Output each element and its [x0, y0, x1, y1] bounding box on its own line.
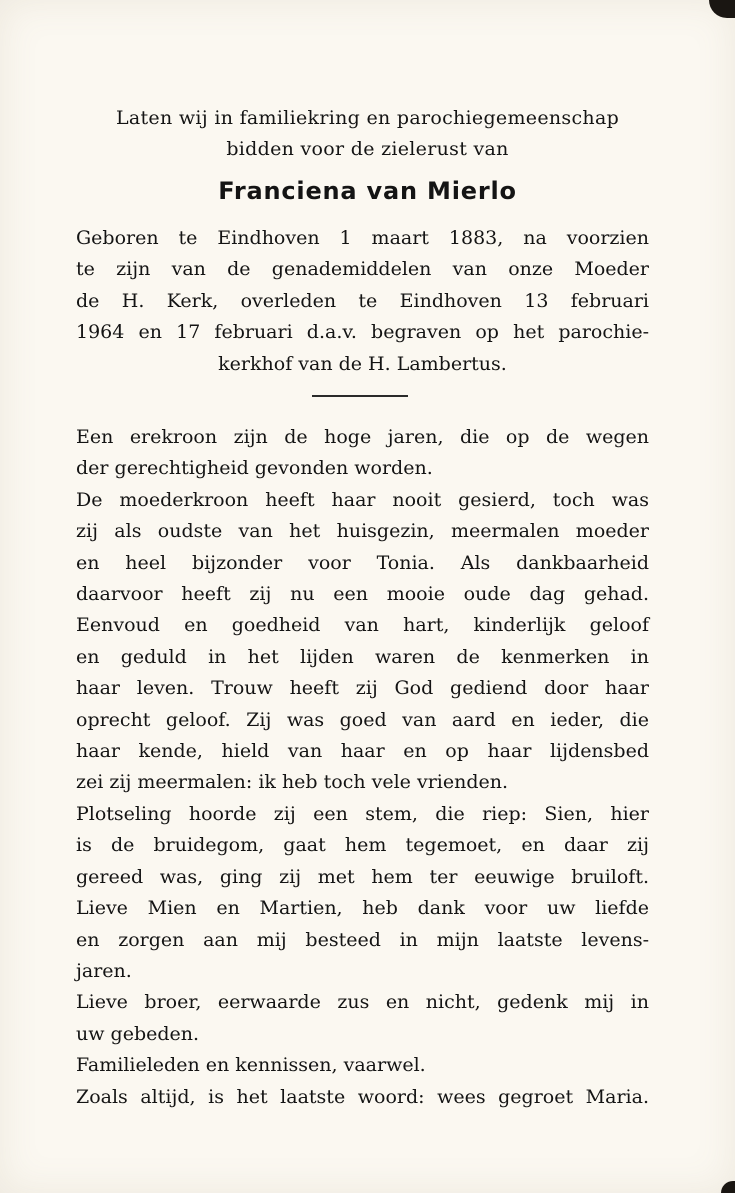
- body-line: daarvoor heeft zij nu een mooie oude dag gehad.: [76, 583, 649, 606]
- intro-line: bidden voor de zielerust van: [226, 138, 509, 160]
- bio-line: Geboren te Eindhoven 1 maart 1883, na voorzien: [76, 227, 649, 249]
- body-line: Plotseling hoorde zij een stem, die riep: Sien, hier: [76, 802, 649, 825]
- body-line: zij als oudste van het huisgezin, meermalen moeder: [76, 520, 649, 543]
- body-line: Lieve Mien en Martien, heb dank voor uw liefde: [76, 897, 649, 920]
- body-line: De moederkroon heeft haar nooit gesierd, toch was: [76, 488, 649, 511]
- body-line: oprecht geloof. Zij was goed van aard en ieder, die: [76, 708, 649, 731]
- body-line: Familieleden en kennissen, vaarwel.: [76, 1054, 426, 1077]
- body-line: Een erekroon zijn de hoge jaren, die op de wegen: [76, 426, 649, 448]
- body-line: uw gebeden.: [76, 1022, 200, 1045]
- body-line: zei zij meermalen: ik heb toch vele vrienden.: [76, 771, 509, 794]
- bio-line: te zijn van de genademiddelen van onze Moeder: [76, 258, 649, 281]
- body-line: en heel bijzonder voor Tonia. Als dankbaarheid: [76, 551, 649, 574]
- body-line: Eenvoud en goedheid van hart, kinderlijk geloof: [76, 614, 649, 637]
- biography-paragraph: [76, 223, 649, 380]
- body-line: is de bruidegom, gaat hem tegemoet, en daar zij: [76, 834, 649, 857]
- body-line: gereed was, ging zij met hem ter eeuwige bruiloft.: [76, 865, 649, 888]
- deceased-name: Franciena van Mierlo: [218, 177, 517, 205]
- body-line: Zoals altijd, is het laatste woord: wees gegroet Maria.: [76, 1085, 649, 1108]
- body-line: haar kende, hield van haar en op haar lijdensbed: [76, 740, 649, 763]
- intro-line: Laten wij in familiekring en parochiegemeenschap: [115, 107, 620, 129]
- card-corner-shadow: [721, 1181, 735, 1193]
- body-line: en geduld in het lijden waren de kenmerken in: [76, 645, 649, 668]
- bio-line: de H. Kerk, overleden te Eindhoven 13 februari: [76, 289, 649, 312]
- body-line: haar leven. Trouw heeft zij God gediend door haar: [76, 677, 649, 700]
- body-line: der gerechtigheid gevonden worden.: [76, 457, 433, 480]
- bio-line: 1964 en 17 februari d.a.v. begraven op het parochie-: [76, 321, 649, 344]
- intro-text: [60, 103, 675, 165]
- body-line: Lieve broer, eerwaarde zus en nicht, gedenk mij in: [76, 991, 649, 1014]
- body-line: en zorgen aan mij besteed in mijn laatste levens-: [76, 928, 649, 951]
- bio-line: kerkhof van de H. Lambertus.: [218, 352, 507, 375]
- card-corner-shadow: [709, 0, 735, 18]
- divider-line: [312, 395, 408, 397]
- memorial-text: [76, 422, 649, 1113]
- body-line: jaren.: [76, 959, 132, 982]
